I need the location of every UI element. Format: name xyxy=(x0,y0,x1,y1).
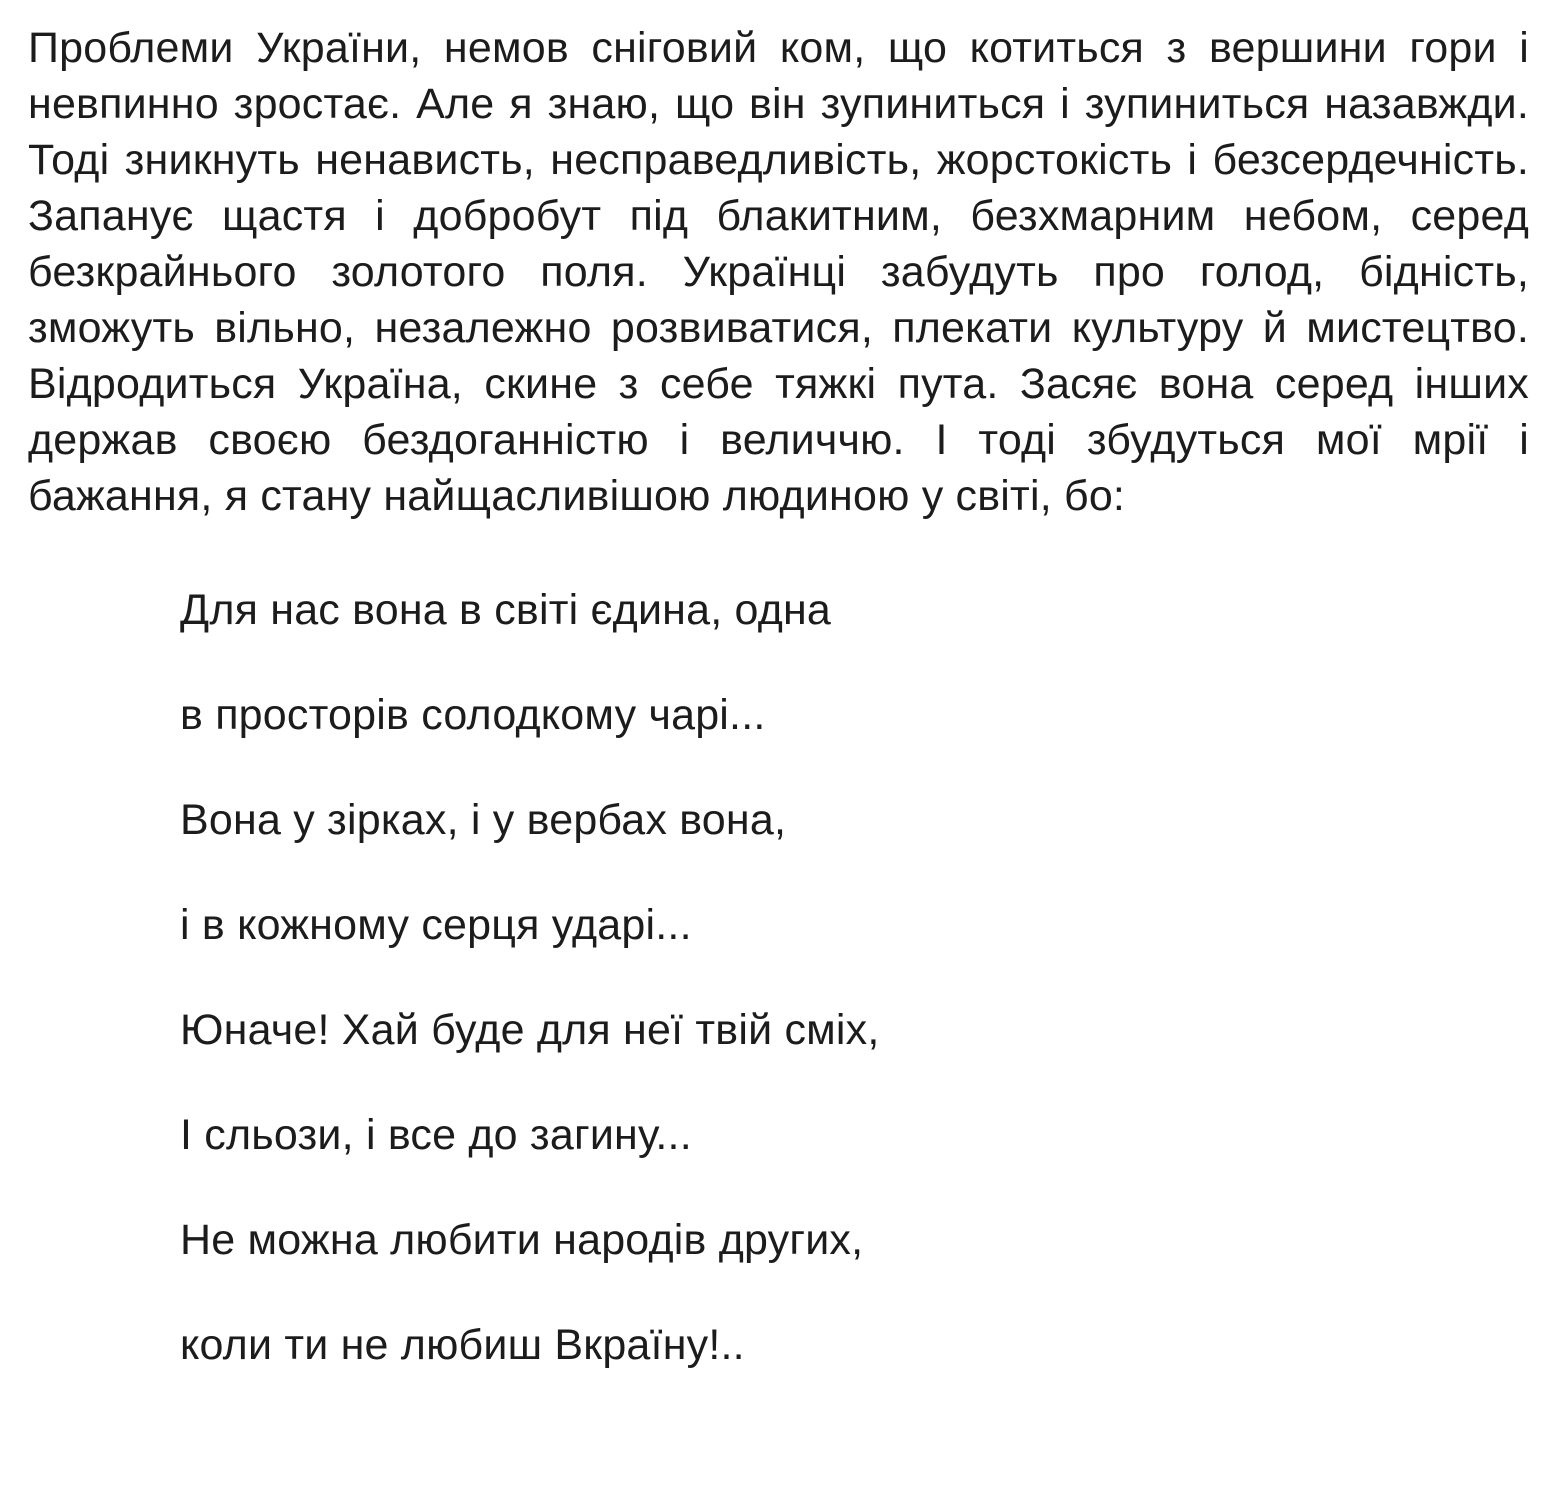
poem-line: Юначе! Хай буде для неї твій сміх, xyxy=(180,1006,880,1054)
poem-block xyxy=(28,582,1529,1373)
poem-line: в просторів солодкому чарі... xyxy=(180,691,766,739)
poem-line: І сльози, і все до загину... xyxy=(180,1111,692,1159)
poem-line: Вона у зірках, і у вербах вона, xyxy=(180,796,787,844)
poem-line: Не можна любити народів других, xyxy=(180,1216,864,1264)
poem-line: коли ти не любиш Вкраїну!.. xyxy=(180,1321,745,1369)
poem-line: і в кожному серця ударі... xyxy=(180,901,692,949)
intro-paragraph: Проблеми України, немов сніговий ком, що котиться з вершини гори і невпинно зростає. Але я знаю, що він зупиниться і зупиниться назавжди. Тоді зникнуть ненависть, несправедливість, жорстокість і безсердечність. Запанує щастя і добробут під блакитним, безхмарним небом, серед безкрайнього золотого поля. Українці забудуть про голод, бідність, зможуть вільно, незалежно розвиватися, плекати культуру й мистецтво. Відродиться Україна, скине з себе тяжкі пута. Засяє вона серед інших держав своєю бездоганністю і величчю. І тоді збудуться мої мрії і бажання, я стану найщасливішою людиною у світі, бо: xyxy=(28,24,1529,520)
poem-line: Для нас вона в світі єдина, одна xyxy=(180,586,832,634)
